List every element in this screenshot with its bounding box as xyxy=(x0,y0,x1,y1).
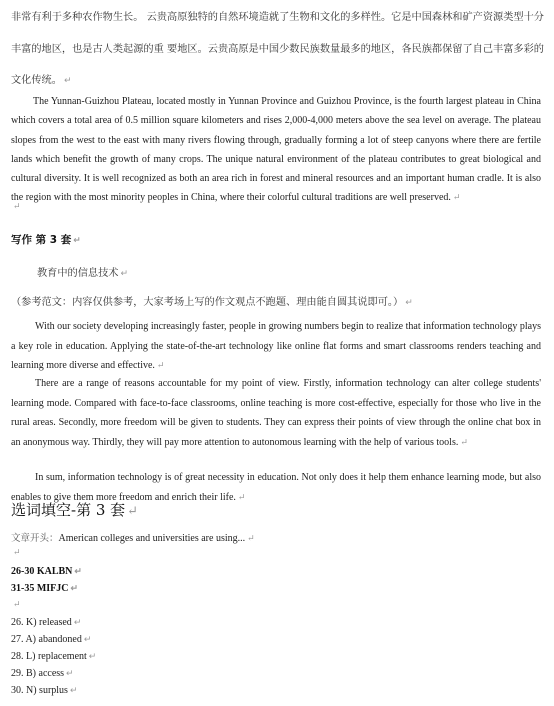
paragraph-mark: ↵ xyxy=(247,533,255,543)
paragraph-mark: ↵ xyxy=(66,668,74,678)
chinese-line-1-text: 非常有利于多种农作物生长。 云贵高原独特的自然环境造就了生物和文化的多样性。它是中国森林和矿产资源类型十分 xyxy=(11,12,544,23)
paragraph-mark: ↵ xyxy=(452,192,461,203)
paragraph-mark: ↵ xyxy=(73,617,82,627)
cloze-answers-line-1 xyxy=(11,566,82,577)
paragraph-mark: ↵ xyxy=(63,76,72,86)
cloze-heading xyxy=(11,499,138,520)
essay-paragraph-2 xyxy=(11,374,541,452)
cloze-item xyxy=(11,668,74,679)
cloze-item xyxy=(11,685,78,696)
writing-topic xyxy=(37,264,128,279)
chinese-line-2-text: 丰富的地区，也是古人类起源的重 要地区。云贵高原是中国少数民族数量最多的地区，各民族都保留了自己丰富多彩的 xyxy=(11,44,544,55)
essay-paragraph-1 xyxy=(11,317,541,376)
chinese-line-3-text: 文化传统。 xyxy=(11,75,62,86)
paragraph-mark: ↵ xyxy=(460,436,468,447)
cloze-answers-line-1-text: 26-30 KALBN xyxy=(11,566,73,577)
cloze-answers-line-2 xyxy=(11,583,78,594)
chinese-passage-line-3 xyxy=(11,71,71,86)
cloze-item-text: 30. N) surplus xyxy=(11,685,68,696)
paragraph-mark: ↵ xyxy=(13,548,21,558)
chinese-passage-line-1 xyxy=(11,8,544,23)
english-passage xyxy=(11,92,541,208)
cloze-answers-line-2-text: 31-35 MIFJC xyxy=(11,583,69,594)
cloze-opening-label: 文章开头： xyxy=(11,533,59,544)
paragraph-mark: ↵ xyxy=(13,600,21,610)
paragraph-mark: ↵ xyxy=(83,634,92,644)
cloze-item-text: 28. L) replacement xyxy=(11,651,87,662)
essay-paragraph-3-text: In sum, information technology is of great necessity in education. Not only does it help them enhance learning mode, but also enables to give them more freedom and enrich their life. xyxy=(11,472,541,503)
cloze-heading-text: 选词填空-第 3 套 xyxy=(11,501,126,519)
paragraph-mark: ↵ xyxy=(74,566,82,576)
paragraph-mark: ↵ xyxy=(70,583,79,593)
paragraph-mark: ↵ xyxy=(13,202,21,212)
paragraph-mark: ↵ xyxy=(88,651,97,661)
paragraph-mark: ↵ xyxy=(73,236,81,246)
cloze-opening-text: American colleges and universities are using... xyxy=(58,533,246,544)
cloze-item xyxy=(11,617,81,628)
cloze-item xyxy=(11,651,96,662)
cloze-opening xyxy=(11,530,255,544)
paragraph-mark: ↵ xyxy=(120,269,129,279)
chinese-passage-line-2 xyxy=(11,40,544,55)
writing-note-text: （参考范文：内容仅供参考，大家考场上写的作文观点不跑题、理由能自圆其说即可。） xyxy=(11,297,404,308)
cloze-item xyxy=(11,634,91,645)
paragraph-mark: ↵ xyxy=(405,298,413,308)
cloze-item-text: 29. B) access xyxy=(11,668,65,679)
cloze-item-text: 27. A) abandoned xyxy=(11,634,82,645)
paragraph-mark: ↵ xyxy=(69,685,78,695)
writing-heading-text: 写作 第 3 套 xyxy=(11,234,72,246)
writing-note xyxy=(11,293,413,308)
writing-topic-text: 教育中的信息技术 xyxy=(37,268,119,279)
paragraph-mark: ↵ xyxy=(237,491,246,502)
essay-paragraph-2-text: There are a range of reasons accountable for my point of view. Firstly, information technology can alter college students' learning mode. Compared with face-to-face classrooms, online teaching is more cost-effective, especially for those who live in the rural areas. Secondly, more freedom will be given to students. They can express their points of view through the online chat box in an anonymous way. Thirdly, they will pay more attention to autonomous learning with the help of various tools. xyxy=(11,378,541,448)
essay-paragraph-1-text: With our society developing increasingly faster, people in growing numbers begin to realize that information technology plays a key role in education. Applying the state-of-the-art technology like online flat forms and smart classrooms renders teaching and learning more diverse and effective. xyxy=(11,321,541,371)
paragraph-mark: ↵ xyxy=(127,504,139,519)
writing-heading xyxy=(11,232,81,247)
paragraph-mark: ↵ xyxy=(156,360,165,370)
cloze-item-text: 26. K) released xyxy=(11,617,72,628)
english-passage-text: The Yunnan-Guizhou Plateau, located mostly in Yunnan Province and Guizhou Province, is the fourth largest plateau in China which covers a total area of 0.5 million square kilometers and rises 2,000-4,000 meters above the sea level on average. The plateau slopes from the west to the east with many rivers flowing through, gradually forming a lot of steep canyons where there are fertile lands which benefit the growth of many crops. The unique natural environment of the plateau contributes to great biological and cultural diversity. It is well recognized as both an area rich in forest and mineral resources and an important human cradle. It is also the region with the most minority peoples in China, where their colorful cultural traditions are well preserved. xyxy=(11,96,541,204)
